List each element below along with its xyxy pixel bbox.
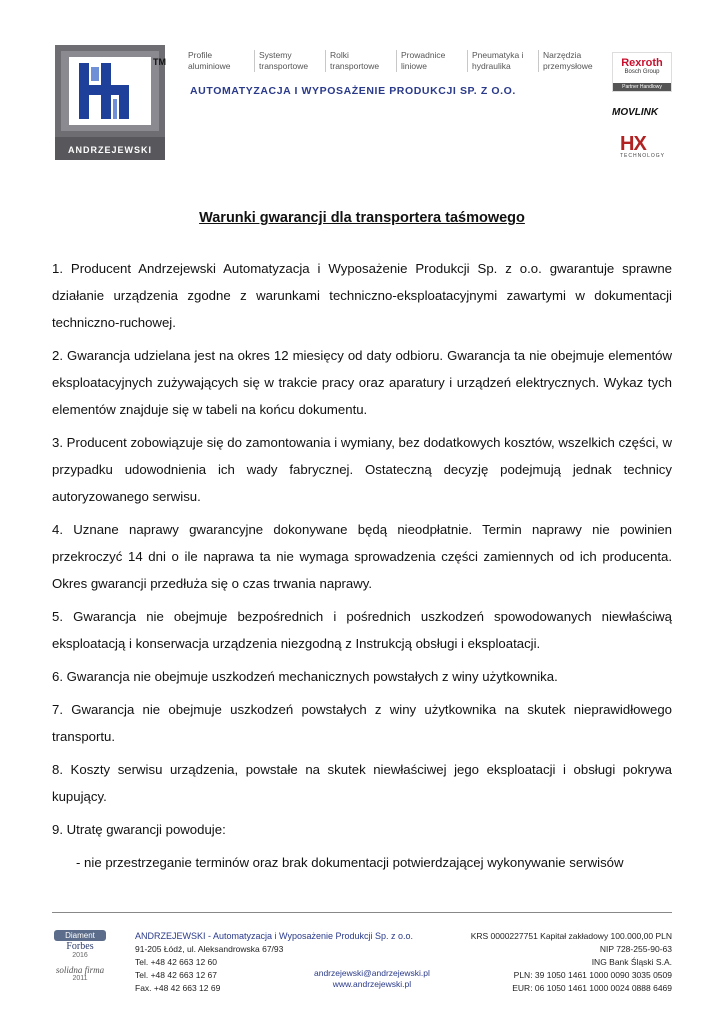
footer-street: 91-205 Łódź, ul. Aleksandrowska 67/93 — [135, 944, 284, 954]
footer-tel-2: Tel. +48 42 663 12 67 — [135, 970, 217, 980]
footer-nip: NIP 728-255-90-63 — [599, 944, 672, 954]
footer-krs: KRS 0000227751 Kapitał zakładowy 100.000,00 PLN — [470, 931, 672, 941]
footer-account-eur: EUR: 06 1050 1461 1000 0024 0888 6469 — [512, 983, 672, 993]
rexroth-logo — [612, 52, 672, 92]
footer-account-pln: PLN: 39 1050 1461 1000 0090 3035 0509 — [513, 970, 672, 980]
seal-solidna-firma: solidna firma — [55, 965, 105, 975]
nav-item-rolki[interactable]: Rolki transportowe — [325, 50, 392, 72]
seal-forbes: Forbes — [66, 941, 94, 952]
paragraph-9-item: - nie przestrzeganie terminów oraz brak dokumentacji potwierdzającej wykonywanie serwisów — [76, 855, 624, 870]
footer-email[interactable]: andrzejewski@andrzejewski.pl — [314, 968, 430, 978]
rexroth-foot: Partner Handlowy — [613, 83, 671, 91]
nav-item-prowadnice[interactable]: Prowadnice liniowe — [396, 50, 463, 72]
seal-year-2011: 2011 — [72, 975, 88, 982]
product-nav — [188, 50, 609, 72]
award-seals — [54, 930, 106, 992]
document-title: Warunki gwarancji dla transportera taśmowego — [199, 210, 525, 226]
hx-sub: TECHNOLOGY — [620, 153, 666, 159]
nav-item-systemy[interactable]: Systemy transportowe — [254, 50, 321, 72]
warranty-terms — [52, 255, 672, 882]
paragraph-4: 4. Uznane naprawy gwarancyjne dokonywane będą nieodpłatnie. Termin naprawy nie powinien przekroczyć 14 dni o ile naprawa ta nie wymaga sprowadzenia części zamiennych od ich producenta. Okres gwarancji przedłuża się o czas trwania naprawy. — [52, 522, 672, 591]
seal-year-2016: 2016 — [72, 952, 88, 959]
footer-fax: Fax. +48 42 663 12 69 — [135, 983, 221, 993]
footer-website[interactable]: www.andrzejewski.pl — [332, 979, 412, 989]
rexroth-sub: Bosch Group — [624, 69, 660, 75]
paragraph-3: 3. Producent zobowiązuje się do zamontowania i wymiany, bez dodatkowych kosztów, wszelkich części, w przypadku udowodnienia ich wady fabrycznej. Ostateczną decyzję podejmują jednak technicy autoryzowanego serwisu. — [52, 435, 672, 504]
footer-contact — [314, 968, 430, 990]
rexroth-name: Rexroth — [621, 57, 663, 69]
footer-divider — [52, 912, 672, 913]
paragraph-1: 1. Producent Andrzejewski Automatyzacja i Wyposażenie Produkcji Sp. z o.o. gwarantuje sprawne działanie urządzenia zgodne z warunkami techniczno-eksploatacyjnymi zawartymi w dokumentacji techniczno-ruchowej. — [52, 261, 672, 330]
paragraph-9: 9. Utratę gwarancji powoduje: — [52, 822, 226, 837]
footer-bank: ING Bank Śląski S.A. — [591, 957, 672, 967]
svg-text:ANDRZEJEWSKI: ANDRZEJEWSKI — [67, 145, 153, 155]
nav-item-narzedzia[interactable]: Narzędzia przemysłowe — [538, 50, 605, 72]
footer-tel-1: Tel. +48 42 663 12 60 — [135, 957, 217, 967]
movlink-logo: MOVLINK — [612, 107, 659, 118]
paragraph-8: 8. Koszty serwisu urządzenia, powstałe na skutek niewłaściwej jego eksploatacji i obsługi pokrywa kupujący. — [52, 762, 672, 804]
company-logo — [55, 45, 165, 160]
footer-registration — [471, 930, 672, 995]
paragraph-5: 5. Gwarancja nie obejmuje bezpośrednich i pośrednich uszkodzeń spowodowanych niewłaściwą eksploatacją i konserwacja urządzenia niezgodną z Instrukcją obsługi i eksploatacji. — [52, 609, 672, 651]
footer-company-name: ANDRZEJEWSKI - Automatyzacja i Wyposażenie Produkcji Sp. z o.o. — [135, 931, 414, 941]
paragraph-7: 7. Gwarancja nie obejmuje uszkodzeń powstałych z winy użytkownika na skutek nieprawidłowego transportu. — [52, 702, 672, 744]
nav-item-pneumatyka[interactable]: Pneumatyka i hydraulika — [467, 50, 534, 72]
seal-diament: Diament — [54, 930, 106, 941]
hx-logo: HX — [620, 133, 646, 155]
trademark-mark: TM — [153, 57, 166, 67]
company-tagline: AUTOMATYZACJA I WYPOSAŻENIE PRODUKCJI SP. Z O.O. — [190, 85, 516, 97]
nav-item-profile[interactable]: Profile aluminiowe — [188, 50, 231, 71]
paragraph-6: 6. Gwarancja nie obejmuje uszkodzeń mechanicznych powstałych z winy użytkownika. — [52, 669, 558, 684]
paragraph-2: 2. Gwarancja udzielana jest na okres 12 miesięcy od daty odbioru. Gwarancja ta nie obejmuje elementów eksploatacyjnych zużywających się w trakcie pracy oraz aparatury i urządzeń elektrycznych. Wykaz tych elementów znajduje się w tabeli na końcu dokumentu. — [52, 348, 672, 417]
